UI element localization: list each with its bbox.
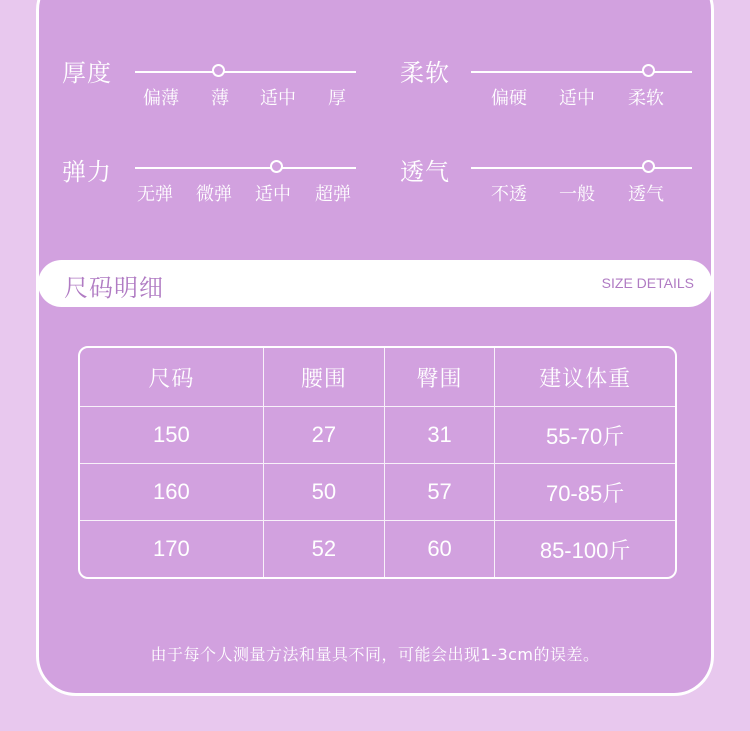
scale-option: 厚 bbox=[328, 88, 346, 109]
cell-hip: 31 bbox=[385, 407, 495, 464]
cell-weight: 85-100斤 bbox=[539, 537, 631, 563]
scale-line bbox=[135, 167, 356, 169]
scale-line bbox=[471, 71, 692, 73]
cell-waist: 50 bbox=[264, 464, 385, 521]
table-row bbox=[80, 407, 675, 464]
scale-option: 偏硬 bbox=[491, 88, 527, 109]
header-waist: 腰围 bbox=[264, 348, 385, 407]
attribute-label: 厚度 bbox=[62, 59, 112, 87]
cell-size: 150 bbox=[80, 407, 264, 464]
scale-option: 一般 bbox=[559, 184, 595, 205]
scale-option: 适中 bbox=[559, 88, 595, 109]
section-title: 尺码明细 bbox=[64, 274, 164, 302]
table-row bbox=[80, 521, 675, 577]
cell-hip: 57 bbox=[385, 464, 495, 521]
scale-option: 透气 bbox=[628, 184, 664, 205]
cell-waist: 52 bbox=[264, 521, 385, 577]
cell-weight: 55-70斤 bbox=[495, 407, 675, 464]
size-table bbox=[78, 346, 677, 579]
scale-option: 柔软 bbox=[628, 88, 664, 109]
cell-size: 170 bbox=[80, 521, 264, 577]
table-row bbox=[80, 464, 675, 521]
cell-size: 160 bbox=[80, 464, 264, 521]
scale-option: 偏薄 bbox=[143, 88, 179, 109]
header-weight: 建议体重 bbox=[495, 348, 675, 407]
scale-option: 适中 bbox=[260, 88, 296, 109]
measurement-note: 由于每个人测量方法和量具不同，可能会出现1-3cm的误差。 bbox=[150, 645, 600, 664]
scale-knob bbox=[212, 64, 225, 77]
cell-weight: 70-85斤 bbox=[495, 464, 675, 521]
scale-option: 超弹 bbox=[315, 184, 351, 205]
scale-option: 薄 bbox=[211, 88, 229, 109]
header-size: 尺码 bbox=[80, 348, 264, 407]
scale-knob bbox=[270, 160, 283, 173]
size-details-banner bbox=[38, 260, 712, 307]
scale-option: 无弹 bbox=[137, 184, 173, 205]
scale-knob bbox=[642, 160, 655, 173]
cell-hip: 60 bbox=[385, 521, 495, 577]
scale-line bbox=[135, 71, 356, 73]
table-header-row bbox=[80, 348, 675, 407]
attribute-label: 柔软 bbox=[400, 59, 450, 87]
scale-knob bbox=[642, 64, 655, 77]
attribute-label: 透气 bbox=[400, 158, 450, 186]
scale-line bbox=[471, 167, 692, 169]
attribute-label: 弹力 bbox=[62, 158, 112, 186]
section-subtitle: SIZE DETAILS bbox=[601, 275, 694, 291]
scale-option: 微弹 bbox=[196, 184, 232, 205]
scale-option: 不透 bbox=[491, 184, 527, 205]
scale-option: 适中 bbox=[255, 184, 291, 205]
header-hip: 臀围 bbox=[385, 348, 495, 407]
cell-waist: 27 bbox=[264, 407, 385, 464]
